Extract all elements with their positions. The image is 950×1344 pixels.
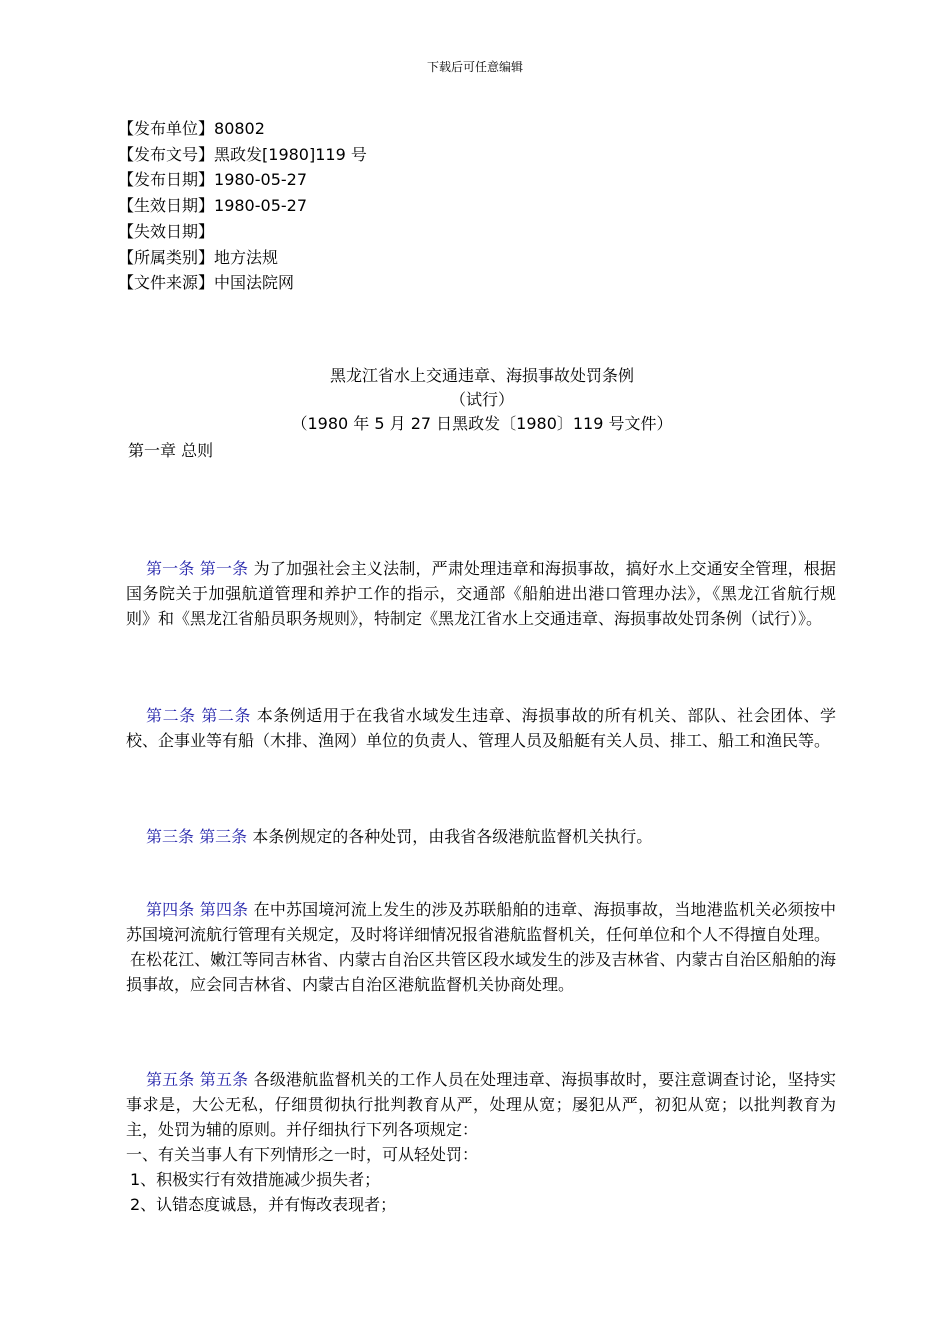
meta-value: 中国法院网 <box>214 273 295 293</box>
meta-label: 【发布单位】 <box>118 119 215 138</box>
meta-value: 1980-05-27 <box>214 170 307 190</box>
title-main: 黑龙江省水上交通违章、海损事故处罚条例 <box>329 366 634 385</box>
meta-row-doc-number <box>118 142 367 168</box>
meta-label: 【生效日期】 <box>118 196 215 216</box>
list-item: 2、认错态度诚恳，并有悔改表现者； <box>130 1195 397 1214</box>
article-text: 本条例规定的各种处罚，由我省各级港航监督机关执行。 <box>252 827 653 846</box>
meta-value: 地方法规 <box>214 247 279 267</box>
title-reference: （1980 年 5 月 27 日黑政发〔1980〕119 号文件） <box>291 414 673 433</box>
article-text: 为了加强社会主义法制，严肃处理违章和海损事故，搞好水上交通安全管理，根据国务院关于加强航道管理和养护工作的指示，交通部《船舶进出港口管理办法》，《黑龙江省航行规则》和《黑龙江省船员职务规则》，特制定《黑龙江省水上交通违章、海损事故处罚条例（试行）》。 <box>126 559 836 628</box>
article-2 <box>126 703 836 753</box>
article-1 <box>126 556 836 631</box>
document-title <box>0 364 950 436</box>
article-5 <box>126 1067 836 1217</box>
meta-label: 【发布文号】 <box>118 144 215 164</box>
article-3 <box>126 824 836 849</box>
metadata-block <box>118 116 367 296</box>
meta-value: 1980-05-27 <box>214 196 307 216</box>
meta-value: 80802 <box>214 119 265 138</box>
meta-row-issuer <box>118 116 367 142</box>
meta-row-category <box>118 245 367 271</box>
article-number[interactable]: 第三条 第三条 <box>146 827 248 846</box>
meta-label: 【文件来源】 <box>118 273 215 293</box>
article-4 <box>126 897 836 997</box>
meta-row-effective-date <box>118 193 367 219</box>
article-number[interactable]: 第一条 第一条 <box>146 559 249 578</box>
article-number[interactable]: 第二条 第二条 <box>146 706 252 725</box>
meta-label: 【所属类别】 <box>118 247 215 267</box>
meta-label: 【失效日期】 <box>118 221 215 241</box>
meta-label: 【发布日期】 <box>118 170 215 190</box>
meta-value: 黑政发[1980]119 号 <box>214 144 367 164</box>
list-item: 1、积极实行有效措施减少损失者； <box>130 1170 381 1189</box>
article-number[interactable]: 第五条 第五条 <box>146 1070 249 1089</box>
meta-row-source <box>118 270 367 296</box>
article-paragraph: 在松花江、嫩江等同吉林省、内蒙古自治区共管区段水域发生的涉及吉林省、内蒙古自治区船舶的海损事故，应会同吉林省、内蒙古自治区港航监督机关协商处理。 <box>126 950 836 994</box>
article-text: 各级港航监督机关的工作人员在处理违章、海损事故时，要注意调查讨论，坚持实事求是，大公无私，仔细贯彻执行批判教育从严，处理从宽；屡犯从严，初犯从宽；以批判教育为主，处罚为辅的原则。并仔细执行下列各项规定： <box>126 1070 836 1139</box>
article-text: 本条例适用于在我省水域发生违章、海损事故的所有机关、部队、社会团体、学校、企事业等有船（木排、渔网）单位的负责人、管理人员及船艇有关人员、排工、船工和渔民等。 <box>126 706 836 750</box>
article-number[interactable]: 第四条 第四条 <box>146 900 249 919</box>
article-text: 在中苏国境河流上发生的涉及苏联船舶的违章、海损事故，当地港监机关必须按中苏国境河流航行管理有关规定，及时将详细情况报省港航监督机关，任何单位和个人不得擅自处理。 <box>126 900 836 944</box>
meta-row-expiry-date <box>118 219 367 245</box>
list-item: 一、有关当事人有下列情形之一时，可从轻处罚： <box>126 1145 479 1164</box>
meta-row-issue-date <box>118 167 367 193</box>
title-trial: （试行） <box>449 390 514 409</box>
chapter-heading: 第一章 总则 <box>128 441 214 460</box>
page-header: 下载后可任意编辑 <box>426 60 523 74</box>
